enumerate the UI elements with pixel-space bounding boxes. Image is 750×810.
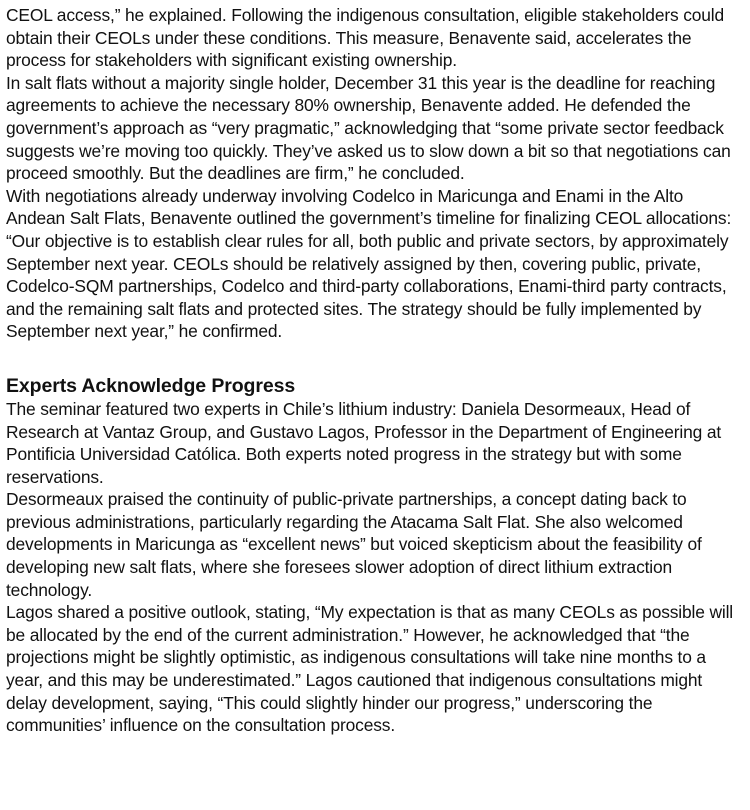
paragraph-seminar-experts: The seminar featured two experts in Chile’s lithium industry: Daniela Desormeaux, Head of Research at Vantaz Group, and Gustavo Lagos, Professor in the Department of Engineering at Pontificia Universidad Católica. Both experts noted progress in the strategy but with some reservations. [6, 398, 722, 487]
section-heading-experts: Experts Acknowledge Progress [6, 374, 296, 397]
paragraph-salt-flats-deadline: In salt flats without a majority single holder, December 31 this year is the deadline for reaching agreements to achieve the necessary 80% ownership, Benavente added. He defended the government’s approach as “very pragmatic,” acknowledging that “some private sector feedback suggests we’re moving too quickly. They’ve asked us to slow down a bit so that negotiations can proceed smoothly. But the deadlines are firm,” he concluded. [6, 72, 731, 184]
paragraph-ceol-access: CEOL access,” he explained. Following the indigenous consultation, eligible stakeholders could obtain their CEOLs under these conditions. This measure, Benavente said, accelerates the process for stakeholders with significant existing ownership. [6, 5, 725, 71]
paragraph-desormeaux: Desormeaux praised the continuity of public-private partnerships, a concept dating back to previous administrations, particularly regarding the Atacama Salt Flat. She also welcomed developments in Maricunga as “excellent news” but voiced skepticism about the feasibility of developing new salt flats, where she foresees slower adoption of direct lithium extraction technology. [6, 489, 702, 600]
paragraph-lagos: Lagos shared a positive outlook, stating, “My expectation is that as many CEOLs as possible will be allocated by the end of the current administration.” However, he acknowledged that “the projections might be slightly optimistic, as indigenous consultations will take nine months to a year, and this may be underestimated.” Lagos cautioned that indigenous consultations might delay development, saying, “This could slightly hinder our progress,” underscoring the communities’ influence on the consultation process. [6, 602, 734, 736]
paragraph-ceol-timeline: With negotiations already underway involving Codelco in Maricunga and Enami in the Alto Andean Salt Flats, Benavente outlined the government’s timeline for finalizing CEOL allocations: “Our objective is to establish clear rules for all, both public and private sectors, by approximately September next year. CEOLs should be relatively assigned by then, covering public, private, Codelco-SQM partnerships, Codelco and third-party collaborations, Enami-third party contracts, and the remaining salt flats and protected sites. The strategy should be fully implemented by September next year,” he confirmed. [6, 185, 732, 342]
